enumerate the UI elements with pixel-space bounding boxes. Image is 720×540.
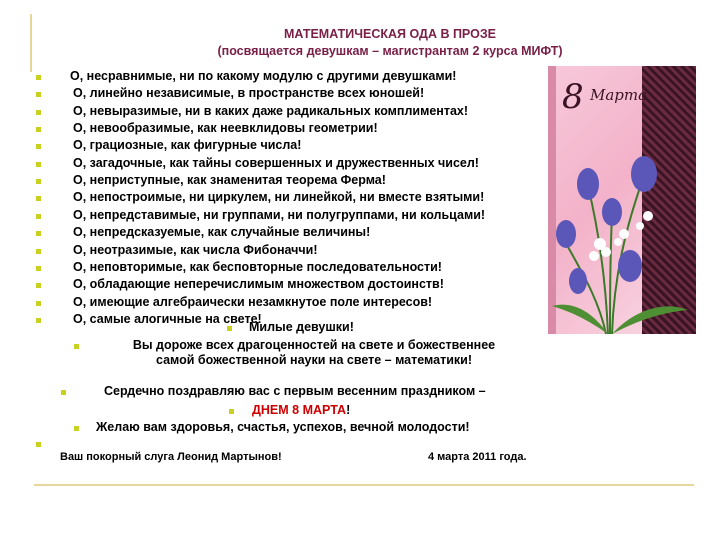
flower-bouquet-illustration xyxy=(548,66,696,334)
ode-line: О, имеющие алгебраически незамкнутое поле интересов! xyxy=(73,294,433,309)
bullet-icon xyxy=(36,92,41,97)
bullet-icon xyxy=(36,283,41,288)
ode-line: О, неповторимые, как бесповторные последовательности! xyxy=(73,259,442,274)
ode-line: О, непостроимые, ни циркулем, ни линейкой, ни вместе взятыми! xyxy=(73,190,485,205)
holiday-name: ДНЕМ 8 МАРТА xyxy=(252,403,347,417)
bullet-icon xyxy=(36,162,41,167)
card-march-word: Марта xyxy=(590,86,648,104)
ode-line: О, линейно независимые, в пространстве всех юношей! xyxy=(73,86,425,101)
bullet-icon xyxy=(36,144,41,149)
ode-line: О, самые алогичные на свете! xyxy=(73,311,262,326)
holiday-line xyxy=(252,403,350,417)
page-subtitle: (посвящается девушкам – магистрантам 2 курса МИФТ) xyxy=(217,44,563,58)
bullet-icon xyxy=(36,301,41,306)
wishes-line: Желаю вам здоровья, счастья, успехов, вечной молодости! xyxy=(96,420,470,434)
bullet-icon xyxy=(36,318,41,323)
ode-line: О, неприступные, как знаменитая теорема Ферма! xyxy=(73,173,386,188)
bullet-icon xyxy=(36,266,41,271)
decorative-vertical-rule xyxy=(30,14,32,72)
ode-line: О, невыразимые, ни в каких даже радикальных комплиментах! xyxy=(73,103,469,118)
bullet-icon xyxy=(36,179,41,184)
page-title: МАТЕМАТИЧЕСКАЯ ОДА В ПРОЗЕ xyxy=(284,27,496,41)
holiday-exclamation: ! xyxy=(346,403,351,417)
bullet-icon xyxy=(74,344,79,349)
bullet-icon xyxy=(36,442,41,447)
ode-line: О, неотразимые, как числа Фибоначчи! xyxy=(73,242,318,257)
greeting-card-image xyxy=(548,66,696,334)
date: 4 марта 2011 года. xyxy=(428,451,527,463)
signature: Ваш покорный слуга Леонид Мартынов! xyxy=(60,451,282,463)
bullet-icon xyxy=(36,75,41,80)
card-eight-glyph: 8 xyxy=(562,77,584,117)
bullet-icon xyxy=(36,110,41,115)
ode-line: О, загадочные, как тайны совершенных и дружественных чисел! xyxy=(73,155,479,170)
bullet-icon xyxy=(227,326,232,331)
bullet-icon xyxy=(61,390,66,395)
ode-line: О, несравнимые, ни по какому модулю с другими девушками! xyxy=(70,69,457,83)
ode-line: О, непредсказуемые, как случайные величины! xyxy=(73,225,371,240)
ode-line: О, непредставимые, ни группами, ни полугруппами, ни кольцами! xyxy=(73,207,486,222)
bullet-icon xyxy=(74,426,79,431)
bullet-icon xyxy=(36,249,41,254)
ode-line: О, грациозные, как фигурные числа! xyxy=(73,138,302,153)
bullet-icon xyxy=(36,231,41,236)
bullet-icon xyxy=(36,127,41,132)
bullet-icon xyxy=(229,409,234,414)
dear-girls-line: Милые девушки! xyxy=(249,320,354,334)
greeting-line: Сердечно поздравляю вас с первым весенним праздником – xyxy=(104,384,486,398)
bullet-icon xyxy=(36,214,41,219)
ode-line: О, обладающие неперечислимым множеством достоинств! xyxy=(73,277,444,292)
decorative-horizontal-rule xyxy=(34,484,694,486)
precious-line-1: Вы дороже всех драгоценностей на свете и божественнее xyxy=(132,338,496,352)
precious-line-2: самой божественной науки на свете – математики! xyxy=(155,353,472,367)
bullet-icon xyxy=(36,196,41,201)
ode-line: О, невообразимые, как неевклидовы геометрии! xyxy=(73,121,378,136)
